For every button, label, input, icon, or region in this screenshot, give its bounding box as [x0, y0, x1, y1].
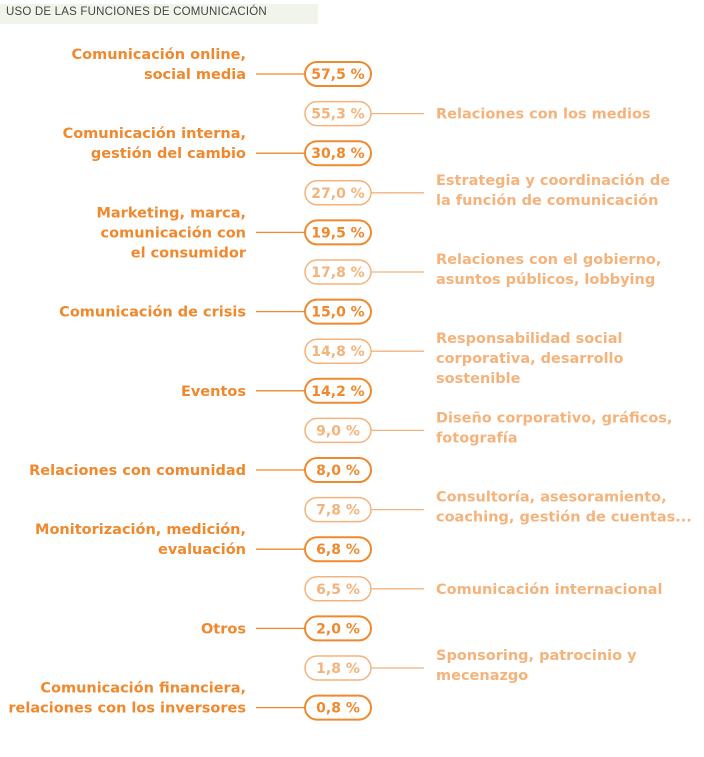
category-label-line: Monitorización, medición, — [35, 522, 246, 539]
value-label: 7,8 % — [316, 502, 360, 519]
value-label: 27,0 % — [311, 185, 365, 202]
category-label-line: Comunicación de crisis — [59, 304, 246, 321]
value-label: 0,8 % — [316, 700, 360, 717]
value-label: 55,3 % — [311, 106, 365, 123]
category-label — [8, 681, 246, 717]
category-label-line: asuntos públicos, lobbying — [436, 272, 656, 288]
category-label-line: Responsabilidad social — [436, 331, 623, 348]
value-label: 8,0 % — [316, 463, 360, 479]
category-label-line: el consumidor — [130, 245, 246, 262]
category-label-line: relaciones con los inversores — [8, 700, 246, 717]
category-label — [436, 490, 692, 526]
category-label-line: Consultoría, asesoramiento, — [436, 489, 667, 506]
page-title: USO DE LAS FUNCIONES DE COMUNICACIÓN — [6, 6, 267, 18]
value-label: 9,0 % — [316, 423, 360, 440]
category-label-line: coaching, gestión de cuentas... — [436, 509, 692, 526]
category-label-line: Estrategia y coordinación de — [436, 172, 671, 189]
value-label: 2,0 % — [316, 621, 360, 638]
category-label — [436, 410, 672, 446]
category-label-line: evaluación — [158, 542, 246, 559]
category-label — [59, 305, 246, 321]
category-label — [181, 384, 246, 400]
category-label — [63, 126, 246, 162]
category-label-line: Comunicación interna, — [62, 126, 246, 143]
category-label-line: Eventos — [180, 383, 246, 400]
category-label — [436, 648, 637, 684]
category-label-line: Comunicación financiera, — [40, 680, 246, 697]
value-label: 14,8 % — [311, 344, 365, 361]
category-label-line: Relaciones con comunidad — [29, 463, 246, 479]
category-label-line: Relaciones con el gobierno, — [436, 252, 662, 268]
category-label-line: sostenible — [436, 371, 521, 388]
category-label-line: Comunicación internacional — [436, 581, 663, 598]
value-label: 57,5 % — [311, 67, 365, 83]
value-label: 15,0 % — [311, 304, 365, 321]
category-label — [436, 107, 651, 123]
category-label — [29, 463, 246, 479]
category-label-line: Diseño corporativo, gráficos, — [436, 410, 673, 427]
value-label: 30,8 % — [311, 146, 365, 163]
value-label: 6,8 % — [316, 542, 360, 559]
category-label — [72, 47, 247, 83]
category-label — [201, 621, 246, 637]
value-label: 6,5 % — [316, 581, 360, 598]
value-label: 17,8 % — [311, 265, 365, 281]
category-label-line: mecenazgo — [436, 668, 529, 684]
category-label-line: fotografía — [436, 430, 518, 447]
category-label — [436, 582, 663, 598]
category-label — [35, 522, 246, 558]
category-label-line: gestión del cambio — [90, 146, 246, 163]
category-label-line: Relaciones con los medios — [436, 106, 651, 123]
category-label-line: la función de comunicación — [436, 192, 659, 209]
value-label: 1,8 % — [316, 661, 360, 677]
category-label — [436, 173, 670, 209]
category-label-line: comunicación con — [100, 225, 246, 242]
category-label-line: Otros — [200, 621, 246, 638]
value-label: 19,5 % — [311, 225, 365, 242]
category-label — [436, 331, 624, 387]
category-label-line: Comunicación online, — [71, 47, 246, 63]
category-label — [96, 205, 246, 261]
category-label-line: corporativa, desarrollo — [436, 351, 624, 368]
category-label-line: Marketing, marca, — [96, 205, 246, 222]
category-label — [436, 252, 661, 288]
value-label: 14,2 % — [311, 383, 365, 400]
category-label-line: Sponsoring, patrocinio y — [436, 648, 637, 664]
category-label-line: social media — [143, 67, 246, 83]
